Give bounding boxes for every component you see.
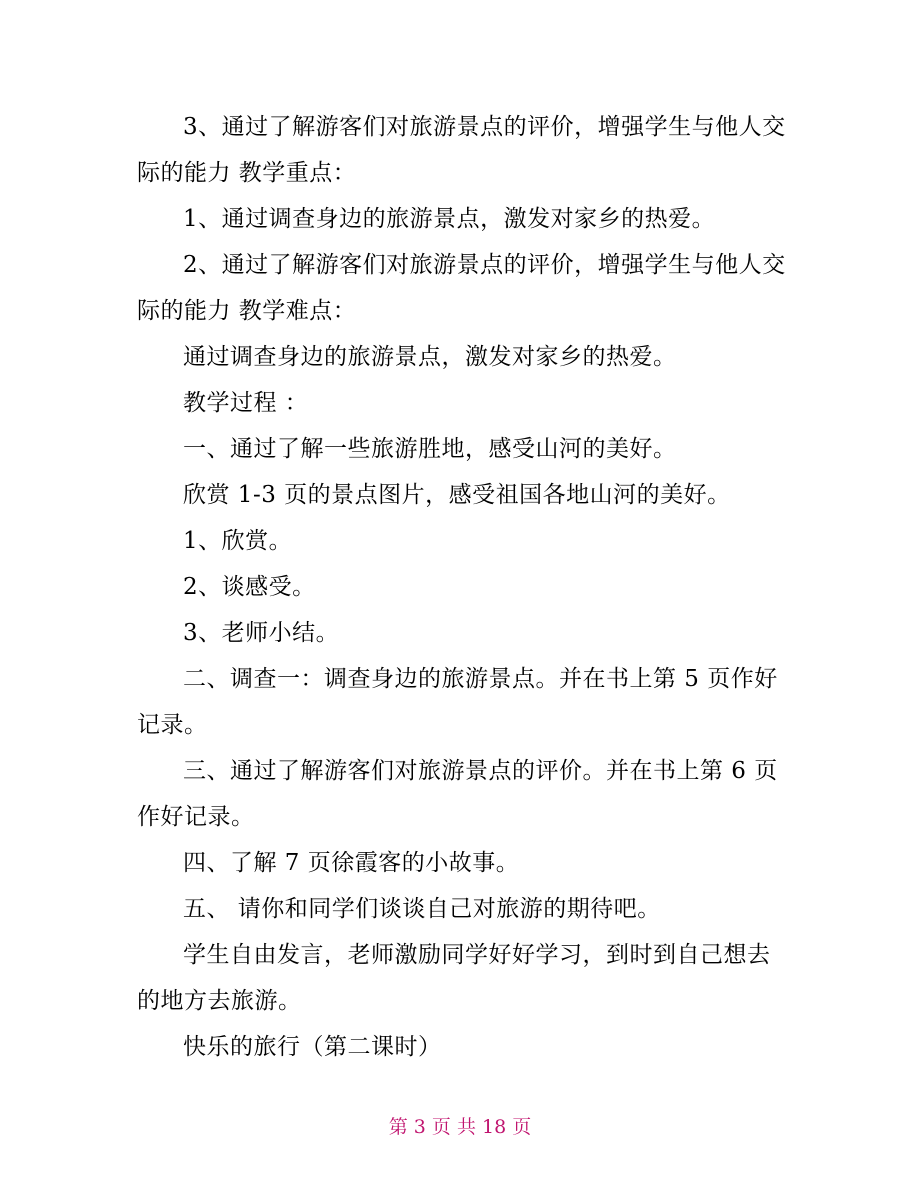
paragraph-8: 1、欣赏。	[183, 528, 293, 554]
paragraph-6: 一、通过了解一些旅游胜地，感受山河的美好。	[183, 436, 677, 462]
paragraph-12: 三、通过了解游客们对旅游景点的评价。并在书上第 6 页作好记录。	[137, 758, 778, 830]
paragraph-14: 五、 请你和同学们谈谈自己对旅游的期待吧。	[183, 896, 661, 922]
paragraph-15: 学生自由发言，老师激励同学好好学习，到时到自己想去的地方去旅游。	[137, 942, 771, 1014]
paragraph-13: 四、了解 7 页徐霞客的小故事。	[183, 850, 520, 876]
paragraph-3: 2、通过了解游客们对旅游景点的评价，增强学生与他人交际的能力 教学难点：	[137, 252, 786, 324]
page-number-footer: 第 3 页 共 18 页	[388, 1116, 532, 1138]
paragraph-1: 3、通过了解游客们对旅游景点的评价，增强学生与他人交际的能力 教学重点：	[137, 114, 786, 186]
paragraph-16: 快乐的旅行（第二课时）	[183, 1034, 442, 1060]
paragraph-2: 1、通过调查身边的旅游景点，激发对家乡的热爱。	[183, 206, 716, 232]
paragraph-10: 3、老师小结。	[183, 620, 340, 646]
paragraph-11: 二、调查一：调查身边的旅游景点。并在书上第 5 页作好记录。	[137, 666, 778, 738]
paragraph-4: 通过调查身边的旅游景点，激发对家乡的热爱。	[183, 344, 677, 370]
paragraph-7: 欣赏 1-3 页的景点图片，感受祖国各地山河的美好。	[183, 482, 731, 508]
paragraph-9: 2、谈感受。	[183, 574, 316, 600]
paragraph-5: 教学过程 ：	[183, 390, 309, 416]
document-body	[137, 104, 787, 1070]
